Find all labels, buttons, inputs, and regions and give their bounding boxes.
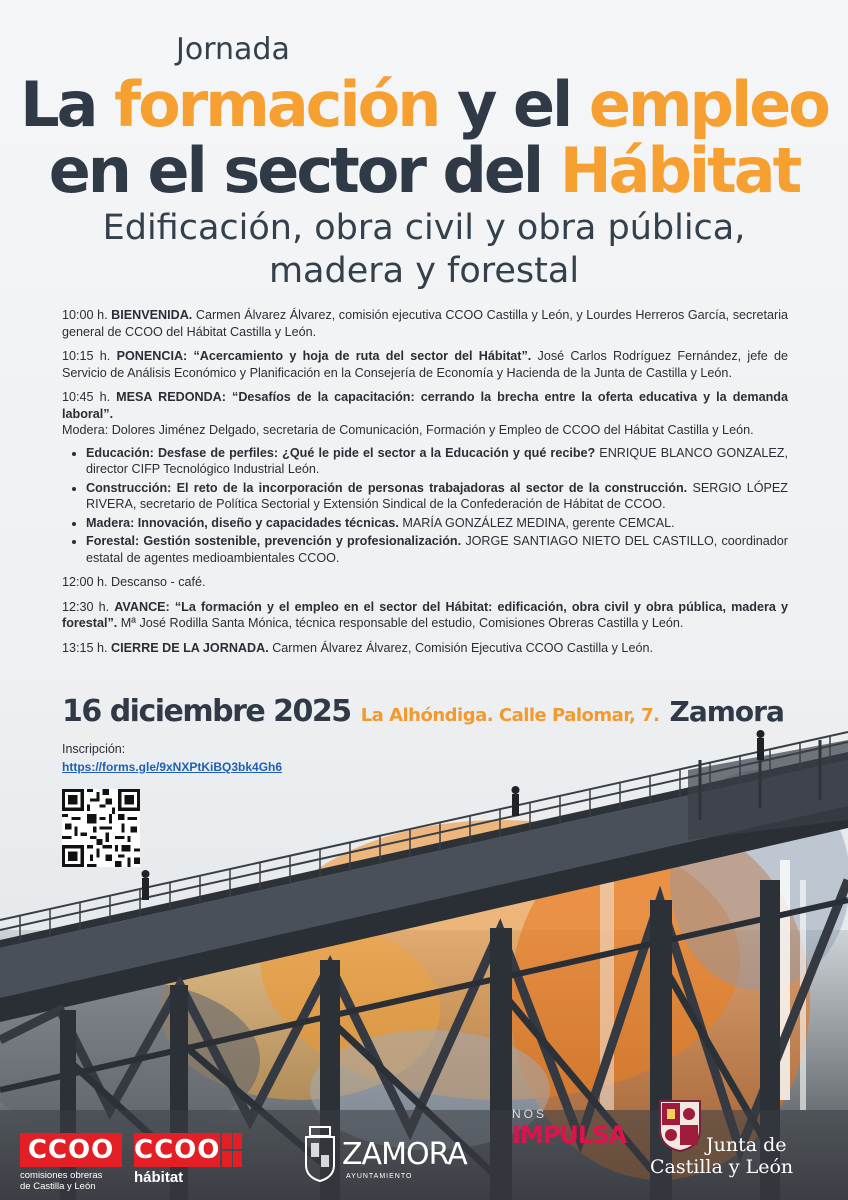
list-item (86, 533, 788, 566)
list-item-text: ENRIQUE BLANCO GONZALEZ, director CIFP Tecnológico Industrial León. (86, 445, 788, 476)
program-item-welcome (62, 307, 788, 340)
registration-link[interactable]: https://forms.gle/9xNXPtKiBQ3bk4Gh6 (62, 760, 283, 774)
habitat-squares-icon (222, 1133, 242, 1167)
list-item-title: Forestal: Gestión sostenible, prevención y profesionalización. (86, 534, 462, 548)
event-kicker: Jornada (176, 32, 290, 67)
program-title: AVANCE: “La formación y el empleo en el sector del Hábitat: edificación, obra civil y obra pública, madera y forestal”. (62, 599, 788, 630)
program-item-talk (62, 348, 788, 381)
program-title: CIERRE DE LA JORNADA. (111, 640, 269, 655)
subtitle-line-1: Edificación, obra civil y obra pública, (102, 208, 746, 248)
ccoo-logo-mark: CCOO (134, 1135, 221, 1165)
program-text: Descanso - café. (111, 575, 206, 589)
logo-caption: Junta de (706, 1134, 787, 1156)
program-text: José Carlos Rodríguez Fernández, jefe de Servicio de Análisis Económico y Planificación en la Consejería de Economía y Hacienda de la Junta de Castilla y León. (62, 349, 788, 380)
headline-highlight: formación (114, 68, 439, 141)
logo-ccoo-habitat (134, 1133, 246, 1186)
program-time: 13:15 h. (62, 640, 108, 655)
program-text: Carmen Álvarez Álvarez, comisión ejecutiva CCOO Castilla y León, y Lourdes Herreros García, secretaria general de CCOO del Hábitat Castilla y León. (62, 308, 788, 339)
list-item-text: SERGIO LÓPEZ RIVERA, secretario de Política Sectorial y Extensión Sindical de la Confederación de Hábitat de CCOO. (86, 480, 788, 511)
event-details (62, 694, 822, 729)
list-item-title: Madera: Innovación, diseño y capacidades técnicas. (86, 515, 399, 530)
headline-line-2 (0, 134, 848, 207)
program-item-preview (62, 599, 788, 632)
headline-highlight: empleo (588, 68, 828, 141)
list-item-title: Construcción: El reto de la incorporación de personas trabajadoras al sector de la construcción. (86, 480, 688, 495)
list-item (86, 445, 788, 478)
program-title: BIENVENIDA. (111, 308, 193, 322)
event-date: 16 diciembre 2025 (62, 694, 351, 729)
program-title: PONENCIA: “Acercamiento y hoja de ruta del sector del Hábitat”. (116, 349, 532, 363)
zamora-shield-icon (302, 1125, 338, 1183)
subtitle-line-2: madera y forestal (268, 251, 580, 291)
program-time: 12:30 h. (62, 599, 110, 614)
logo-caption: AYUNTAMIENTO (346, 1173, 413, 1180)
event-city: Zamora (669, 695, 784, 728)
list-item-text: JORGE SANTIAGO NIETO DEL CASTILLO, coordinador estatal de agentes medioambientales CCOO. (86, 534, 788, 565)
program-time: 10:45 h. (62, 390, 111, 404)
program-text: Carmen Álvarez Álvarez, Comisión Ejecutiva CCOO Castilla y León. (272, 640, 653, 655)
program-text: Mª José Rodilla Santa Mónica, técnica responsable del estudio, Comisiones Obreras Castilla y León. (120, 616, 684, 630)
program-time: 10:00 h. (62, 308, 108, 322)
logo-caption: ZAMORA (342, 1137, 467, 1172)
program-item-round-table (62, 389, 788, 439)
headline-line-1 (0, 68, 848, 141)
headline-part: en el sector del (48, 134, 560, 207)
headline-part: La (20, 68, 115, 141)
logo-caption: comisiones obreras (20, 1170, 103, 1181)
qr-code-icon[interactable] (62, 789, 140, 867)
program (62, 307, 788, 664)
program-item-closing (62, 640, 788, 657)
list-item-title: Educación: Desfase de perfiles: ¿Qué le pide el sector a la Educación y qué recibe? (86, 445, 596, 460)
list-item-text: MARÍA GONZÁLEZ MEDINA, gerente CEMCAL. (402, 515, 675, 530)
list-item (86, 515, 788, 532)
logo-caption: IMPULSA (512, 1121, 627, 1149)
logo-junta-castilla-leon (650, 1089, 840, 1189)
headline-highlight: Hábitat (559, 134, 800, 207)
program-text: Modera: Dolores Jiménez Delgado, secretaria de Comunicación, Formación y Empleo de CCOO del Hábitat Castilla y León. (62, 423, 754, 437)
event-venue: La Alhóndiga. Calle Palomar, 7. (360, 705, 660, 726)
program-time: 10:15 h. (62, 349, 111, 363)
list-item (86, 480, 788, 513)
program-time: 12:00 h. (62, 575, 108, 589)
logo-ayuntamiento-zamora (302, 1121, 467, 1191)
castilla-leon-shield-icon (658, 1097, 702, 1153)
logo-ccoo-castilla-leon (20, 1133, 130, 1192)
sponsor-logos (0, 1085, 848, 1200)
round-table-list (62, 445, 788, 567)
logo-caption: NOS (512, 1107, 548, 1121)
ccoo-logo-mark: CCOO (20, 1133, 122, 1167)
logo-nos-impulsa (512, 1107, 642, 1149)
registration-label: Inscripción: (62, 742, 126, 756)
logo-caption: Castilla y León (650, 1156, 794, 1178)
logo-caption: hábitat (134, 1169, 184, 1186)
headline-part: y el (438, 68, 589, 141)
logo-caption: de Castilla y León (20, 1181, 96, 1192)
program-title: MESA REDONDA: “Desafíos de la capacitación: cerrando la brecha entre la oferta educativa y la demanda laboral”. (62, 390, 789, 421)
program-item-break (62, 574, 788, 591)
